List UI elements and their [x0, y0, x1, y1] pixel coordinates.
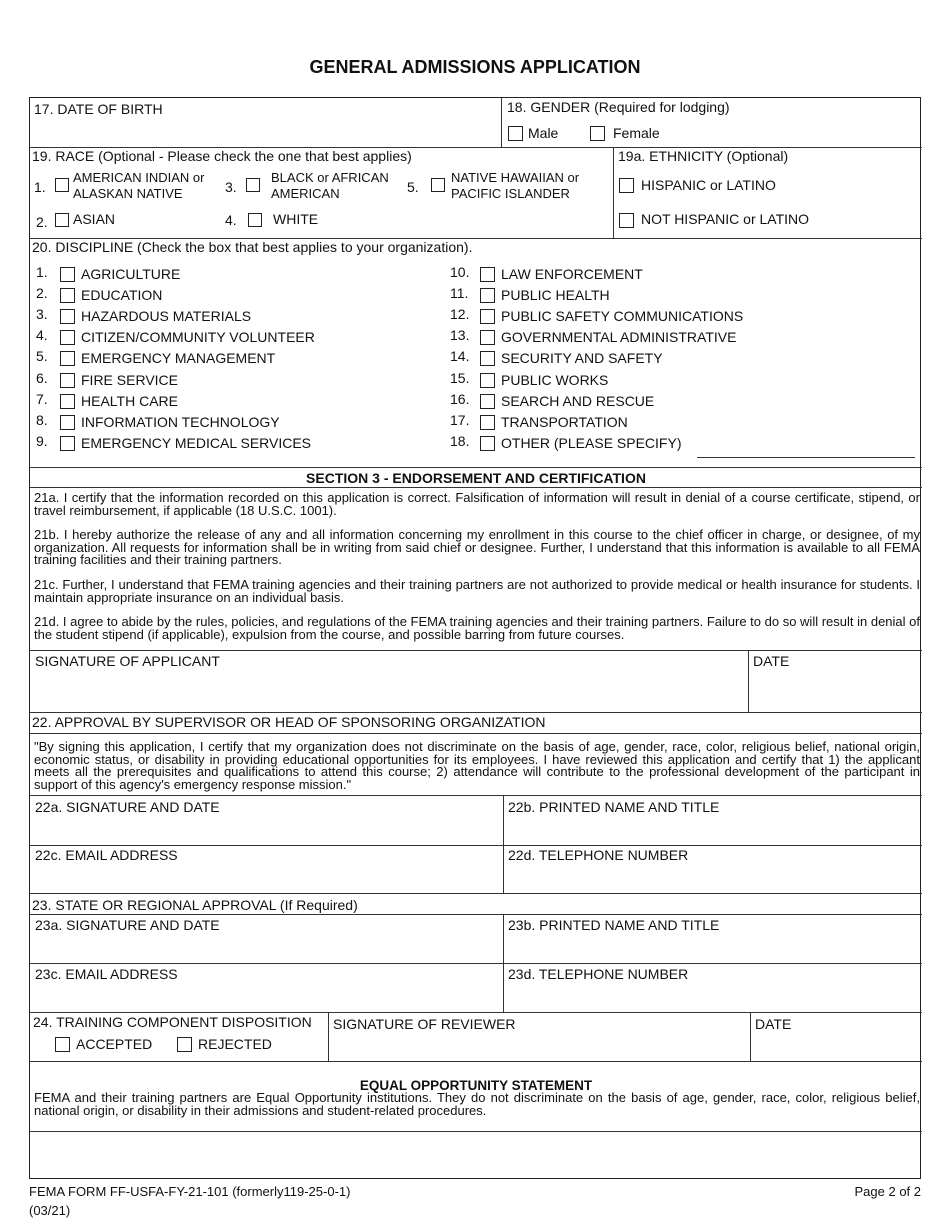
23a-signature-field[interactable]: 23a. SIGNATURE AND DATE	[35, 917, 220, 933]
divider	[30, 893, 922, 894]
divider	[748, 650, 749, 712]
disc-right-num: 18.	[450, 432, 470, 449]
male-label: Male	[528, 125, 559, 141]
race-5-checkbox[interactable]	[431, 178, 445, 192]
accepted-checkbox[interactable]	[55, 1037, 70, 1052]
disc-left-checkbox[interactable]	[60, 415, 75, 430]
disc-left-label: HAZARDOUS MATERIALS	[81, 308, 252, 325]
disc-right-label: PUBLIC WORKS	[501, 371, 609, 388]
disc-left-checkbox[interactable]	[60, 267, 75, 282]
disc-right-checkbox[interactable]	[480, 415, 495, 430]
divider	[30, 1131, 922, 1132]
disc-right-checkbox[interactable]	[480, 351, 495, 366]
approval22-label: 22. APPROVAL BY SUPERVISOR OR HEAD OF SPONSORING ORGANIZATION	[32, 714, 546, 730]
disc-left-label: FIRE SERVICE	[81, 371, 178, 388]
divider	[613, 147, 614, 238]
disc-left-label: CITIZEN/COMMUNITY VOLUNTEER	[81, 329, 315, 346]
discipline-label: 20. DISCIPLINE (Check the box that best applies to your organization).	[32, 239, 473, 255]
disc-right-checkbox[interactable]	[480, 267, 495, 282]
22b-name-field[interactable]: 22b. PRINTED NAME AND TITLE	[508, 799, 720, 815]
disposition-label: 24. TRAINING COMPONENT DISPOSITION	[33, 1014, 312, 1030]
race-3-line2: AMERICAN	[271, 186, 340, 201]
para-21d: 21d. I agree to abide by the rules, policies, and regulations of the FEMA training agencies and their training partners. Failure to do so will result in denial of the student stipend (if applicable), expulsion from the course, and possible barring from future courses.	[34, 614, 920, 642]
disc-left-num: 9.	[36, 432, 48, 449]
race-2-label: ASIAN	[73, 211, 116, 227]
hispanic-label: HISPANIC or LATINO	[641, 177, 776, 193]
divider	[30, 845, 922, 846]
disc-right-label: SECURITY AND SAFETY	[501, 350, 663, 367]
disc-right-label: GOVERNMENTAL ADMINISTRATIVE	[501, 329, 737, 346]
disc-left-label: EMERGENCY MEDICAL SERVICES	[81, 434, 312, 451]
disc-right-label: TRANSPORTATION	[501, 413, 628, 430]
race-num-3: 3.	[225, 179, 237, 195]
disc-left-label: AGRICULTURE	[81, 266, 181, 282]
eeo-heading: EQUAL OPPORTUNITY STATEMENT	[359, 1078, 593, 1093]
disc-right-num: 16.	[450, 390, 470, 407]
22c-email-field[interactable]: 22c. EMAIL ADDRESS	[35, 847, 178, 863]
para-21a: 21a. I certify that the information recorded on this application is correct. Falsification of information will result in denial of a course certificate, stipend, or travel reimbursement, if applicable (18 U.S.C. 1001).	[34, 490, 920, 518]
para-21b: 21b. I hereby authorize the release of any and all information concerning my enrollment in this course to the chief officer in charge, or designee, of my organization. All requests for information shall be in writing from said chief or designee. Further, I understand that this information is available to all FEMA training facilities and their training partners.	[34, 527, 920, 567]
disc-right-checkbox[interactable]	[480, 373, 495, 388]
disc-right-checkbox[interactable]	[480, 288, 495, 303]
female-label: Female	[613, 125, 660, 141]
approval22-statement: "By signing this application, I certify that my organization does not discriminate on the basis of age, gender, race, color, religious belief, national origin, economic status, or disability in providing educational opportunities for its employees. I have reviewed this application and certify that 1) the applicant meets all the prerequisites and qualifications to attend this course; 2) attendance will contribute to the professional development of the participant in support of this agency's emergency response mission."	[34, 739, 920, 792]
form-revision: (03/21)	[29, 1203, 71, 1218]
race-5-line2: PACIFIC ISLANDER	[451, 186, 570, 201]
disc-left-checkbox[interactable]	[60, 288, 75, 303]
applicant-date-field[interactable]: DATE	[753, 653, 790, 669]
disc-left-checkbox[interactable]	[60, 330, 75, 345]
divider	[30, 914, 922, 915]
race-1-line2: ALASKAN NATIVE	[73, 186, 183, 201]
race-1-line1: AMERICAN INDIAN or	[73, 170, 205, 185]
divider	[328, 1012, 329, 1061]
applicant-signature-field[interactable]: SIGNATURE OF APPLICANT	[35, 653, 220, 669]
para-21c: 21c. Further, I understand that FEMA training agencies and their training partners are not authorized to provide medical or health insurance for students. I maintain appropriate insurance on an individual basis.	[34, 577, 920, 605]
disc-right-checkbox[interactable]	[480, 330, 495, 345]
disc-left-checkbox[interactable]	[60, 436, 75, 451]
ethnicity-label: 19a. ETHNICITY (Optional)	[618, 148, 789, 164]
section3-heading: SECTION 3 - ENDORSEMENT AND CERTIFICATION	[306, 470, 646, 486]
divider	[503, 795, 504, 893]
divider	[501, 98, 502, 148]
divider	[30, 467, 922, 468]
divider	[30, 650, 922, 651]
disc-left-num: 6.	[36, 369, 48, 386]
divider	[30, 795, 922, 796]
disc-left-num: 7.	[36, 390, 48, 407]
disc-left-label: EMERGENCY MANAGEMENT	[81, 350, 276, 367]
disc-right-num: 10.	[450, 264, 470, 280]
hispanic-checkbox[interactable]	[619, 178, 634, 193]
disc-right-label: OTHER (PLEASE SPECIFY)	[501, 434, 682, 451]
eeo-text: FEMA and their training partners are Equal Opportunity institutions. They do not discriminate on the basis of age, gender, race, color, religious belief, national origin, or disability in their admissions and student-related procedures.	[34, 1090, 920, 1118]
divider	[30, 733, 922, 734]
disc-left-label: EDUCATION	[81, 287, 163, 304]
disc-left-label: INFORMATION TECHNOLOGY	[81, 413, 280, 430]
not-hispanic-checkbox[interactable]	[619, 213, 634, 228]
disc-left-num: 3.	[36, 306, 48, 323]
race-num-2: 2.	[36, 214, 48, 230]
race-5-line1: NATIVE HAWAIIAN or	[451, 170, 580, 185]
disc-right-num: 15.	[450, 369, 470, 386]
race-label: 19. RACE (Optional - Please check the one that best applies)	[32, 148, 412, 164]
race-2-checkbox[interactable]	[55, 213, 69, 227]
race-num-1: 1.	[34, 179, 46, 195]
divider	[30, 487, 922, 488]
accepted-label: ACCEPTED	[76, 1036, 153, 1052]
approval23-label: 23. STATE OR REGIONAL APPROVAL (If Required)	[32, 897, 358, 913]
disc-right-label: LAW ENFORCEMENT	[501, 266, 643, 282]
disc-right-label: SEARCH AND RESCUE	[501, 392, 655, 409]
divider	[30, 712, 922, 713]
disc-right-num: 14.	[450, 348, 470, 365]
race-num-4: 4.	[225, 212, 237, 228]
dob-label: 17. DATE OF BIRTH	[34, 101, 163, 117]
application-form	[29, 97, 921, 1179]
other-specify-line[interactable]	[697, 457, 915, 458]
divider	[30, 1012, 922, 1013]
reviewer-signature-field[interactable]: SIGNATURE OF REVIEWER	[333, 1016, 516, 1032]
race-3-checkbox[interactable]	[246, 178, 260, 192]
22a-signature-field[interactable]: 22a. SIGNATURE AND DATE	[35, 799, 220, 815]
divider	[30, 1061, 922, 1062]
disc-right-num: 12.	[450, 306, 470, 323]
23b-name-field[interactable]: 23b. PRINTED NAME AND TITLE	[508, 917, 720, 933]
disc-left-num: 5.	[36, 348, 48, 365]
male-checkbox[interactable]	[508, 126, 523, 141]
disc-left-num: 2.	[36, 285, 48, 302]
reviewer-date-field[interactable]: DATE	[755, 1016, 792, 1032]
rejected-checkbox[interactable]	[177, 1037, 192, 1052]
disc-left-num: 4.	[36, 327, 48, 344]
rejected-label: REJECTED	[198, 1036, 272, 1052]
disc-left-num: 8.	[36, 411, 48, 428]
disc-left-num: 1.	[36, 264, 48, 280]
23d-phone-field[interactable]: 23d. TELEPHONE NUMBER	[508, 966, 689, 982]
gender-label: 18. GENDER (Required for lodging)	[507, 99, 730, 115]
disc-right-num: 11.	[450, 285, 469, 302]
race-4-checkbox[interactable]	[248, 213, 262, 227]
form-number: FEMA FORM FF-USFA-FY-21-101 (formerly119-25-0-1)	[29, 1184, 351, 1199]
race-1-checkbox[interactable]	[55, 178, 69, 192]
race-num-5: 5.	[407, 179, 419, 195]
divider	[30, 963, 922, 964]
race-4-label: WHITE	[273, 211, 319, 227]
disc-right-label: PUBLIC HEALTH	[501, 287, 610, 304]
race-3-line1: BLACK or AFRICAN	[271, 170, 389, 185]
disc-right-num: 13.	[450, 327, 470, 344]
not-hispanic-label: NOT HISPANIC or LATINO	[641, 211, 810, 227]
disc-left-checkbox[interactable]	[60, 309, 75, 324]
disc-right-checkbox[interactable]	[480, 436, 495, 451]
page-title: GENERAL ADMISSIONS APPLICATION	[309, 57, 641, 77]
disc-right-checkbox[interactable]	[480, 394, 495, 409]
divider	[750, 1012, 751, 1061]
23c-email-field[interactable]: 23c. EMAIL ADDRESS	[35, 966, 178, 982]
disc-left-checkbox[interactable]	[60, 373, 75, 388]
disc-left-checkbox[interactable]	[60, 394, 75, 409]
page-number: Page 2 of 2	[854, 1184, 921, 1199]
disc-left-label: HEALTH CARE	[81, 392, 178, 409]
disc-right-num: 17.	[450, 411, 470, 428]
disc-right-checkbox[interactable]	[480, 309, 495, 324]
disc-left-checkbox[interactable]	[60, 351, 75, 366]
disc-right-label: PUBLIC SAFETY COMMUNICATIONS	[501, 308, 744, 325]
female-checkbox[interactable]	[590, 126, 605, 141]
22d-phone-field[interactable]: 22d. TELEPHONE NUMBER	[508, 847, 689, 863]
